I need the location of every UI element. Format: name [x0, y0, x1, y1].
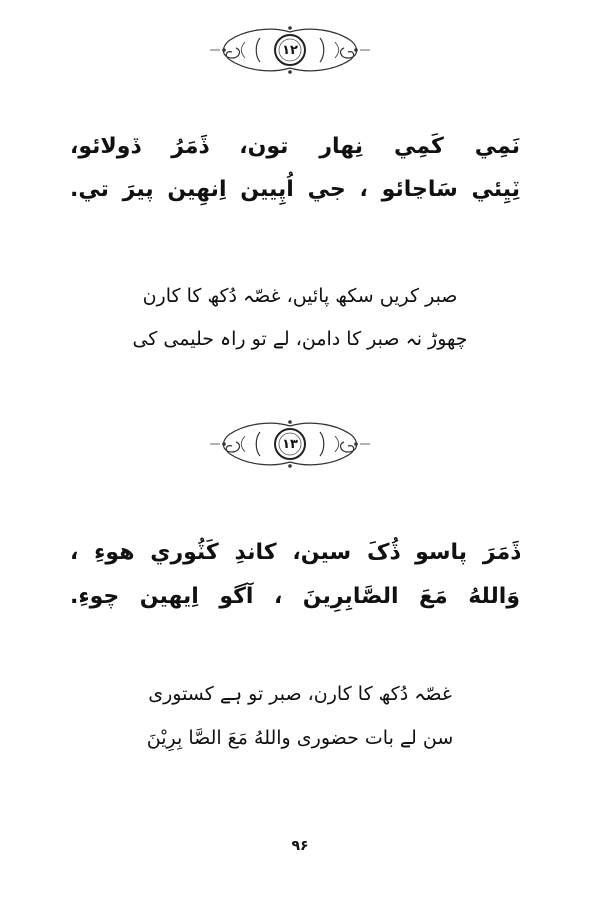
sindhi-verse-line: نَمِي كَمِي نِهار تون، ڏَمَرُ ڏولائو،: [70, 134, 520, 159]
urdu-verse-line: صبر کریں سکھ پائیں، غصّہ دُکھ کا کارن: [142, 285, 458, 307]
urdu-verse-line: سن لے بات حضوری واللهُ مَعَ الصَّا بِرِيْنَ: [146, 727, 454, 749]
sindhi-verse-line: وَاللهُ مَعَ الصَّابِرِينَ ، آگو اِيهين چوءِ.: [70, 584, 520, 609]
sindhi-verse-line: ٽِيِئي سَاڃائو ، جي اُپِيين اِنهِين پيرَ تي.: [70, 177, 520, 202]
section-ornament-13: [200, 414, 380, 474]
urdu-verse-line: غصّہ دُکھ کا کارن، صبر تو ہے کستوری: [148, 683, 452, 705]
section-number: ۱۳: [282, 436, 298, 452]
page-number: ۹۶: [291, 838, 309, 854]
section-ornament-12: [200, 20, 380, 80]
section-number: ۱۲: [282, 42, 298, 58]
sindhi-verse-line: ڏَمَرَ پاسو ڏُکَ سين، كاندِ كَٽُوري هوءِ ،: [70, 540, 520, 565]
urdu-verse-line: چھوڑ نہ صبر کا دامن، لے تو راہ حلیمی کی: [132, 328, 468, 350]
